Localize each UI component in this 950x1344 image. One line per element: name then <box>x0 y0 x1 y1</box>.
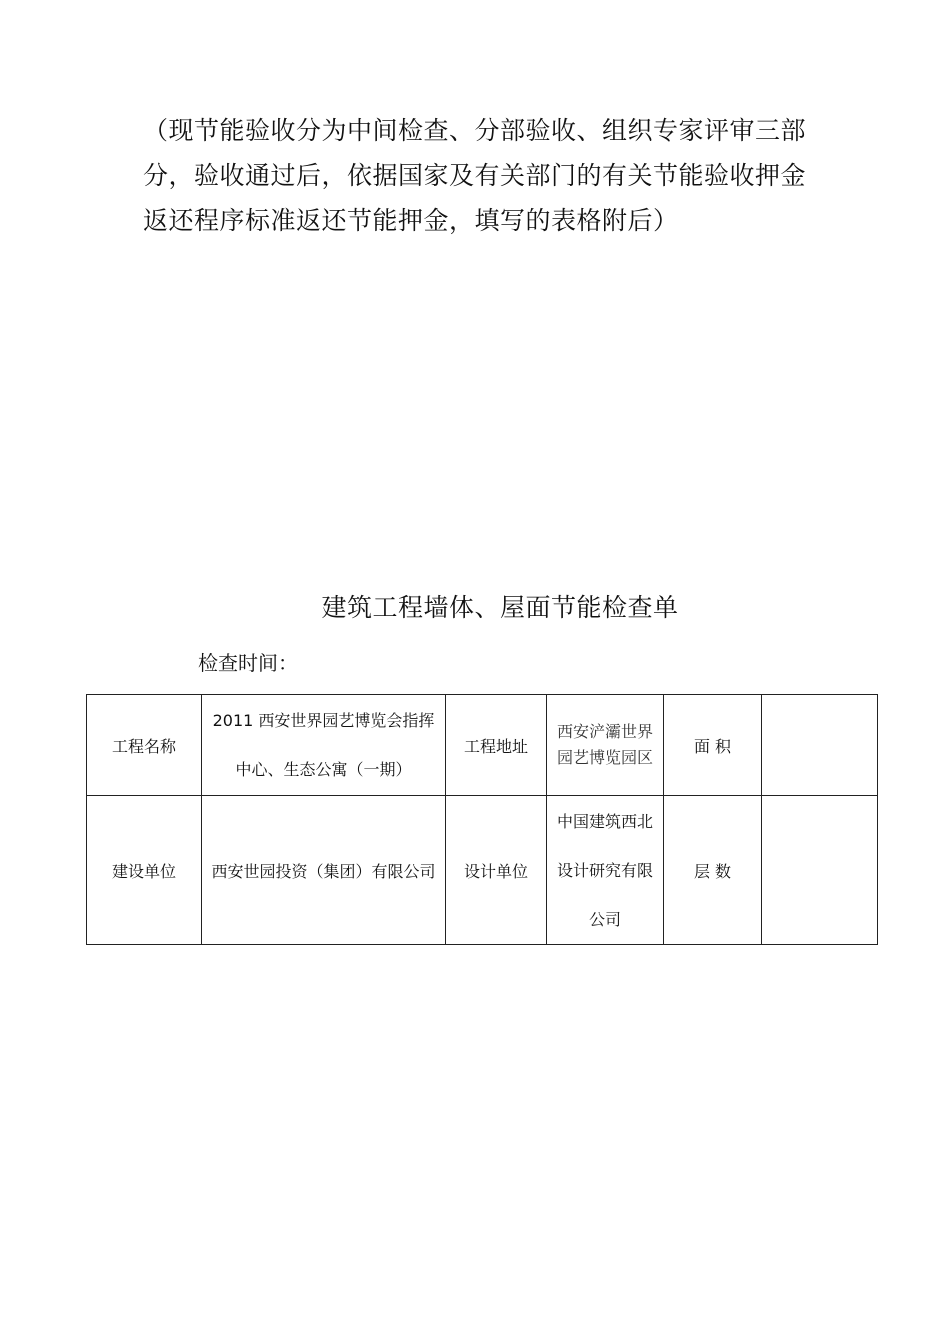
intro-note <box>143 108 823 243</box>
design-unit-label: 设计单位 <box>446 796 547 945</box>
check-time-label: 检查时间： <box>198 651 298 675</box>
intro-line-1: （现节能验收分为中间检查、分部验收、组织专家评审三部 <box>143 116 807 145</box>
floors-label: 层 数 <box>664 796 762 945</box>
document-title: 建筑工程墙体、屋面节能检查单 <box>321 593 679 622</box>
project-address-value: 西安浐灞世界园艺博览园区 <box>547 695 664 796</box>
inspection-table <box>86 694 878 945</box>
intro-line-2: 分，验收通过后，依据国家及有关部门的有关节能验收押金 <box>143 161 807 190</box>
project-name-value: 2011 西安世界园艺博览会指挥中心、生态公寓（一期） <box>202 695 446 796</box>
project-address-label: 工程地址 <box>446 695 547 796</box>
area-value[interactable] <box>762 695 878 796</box>
design-unit-value: 中国建筑西北设计研究有限公司 <box>547 796 664 945</box>
table-row <box>87 695 878 796</box>
owner-label: 建设单位 <box>87 796 202 945</box>
intro-line-3: 返还程序标准返还节能押金，填写的表格附后） <box>143 206 679 235</box>
owner-value: 西安世园投资（集团）有限公司 <box>202 796 446 945</box>
table-row <box>87 796 878 945</box>
project-name-label: 工程名称 <box>87 695 202 796</box>
area-label: 面 积 <box>664 695 762 796</box>
floors-value[interactable] <box>762 796 878 945</box>
